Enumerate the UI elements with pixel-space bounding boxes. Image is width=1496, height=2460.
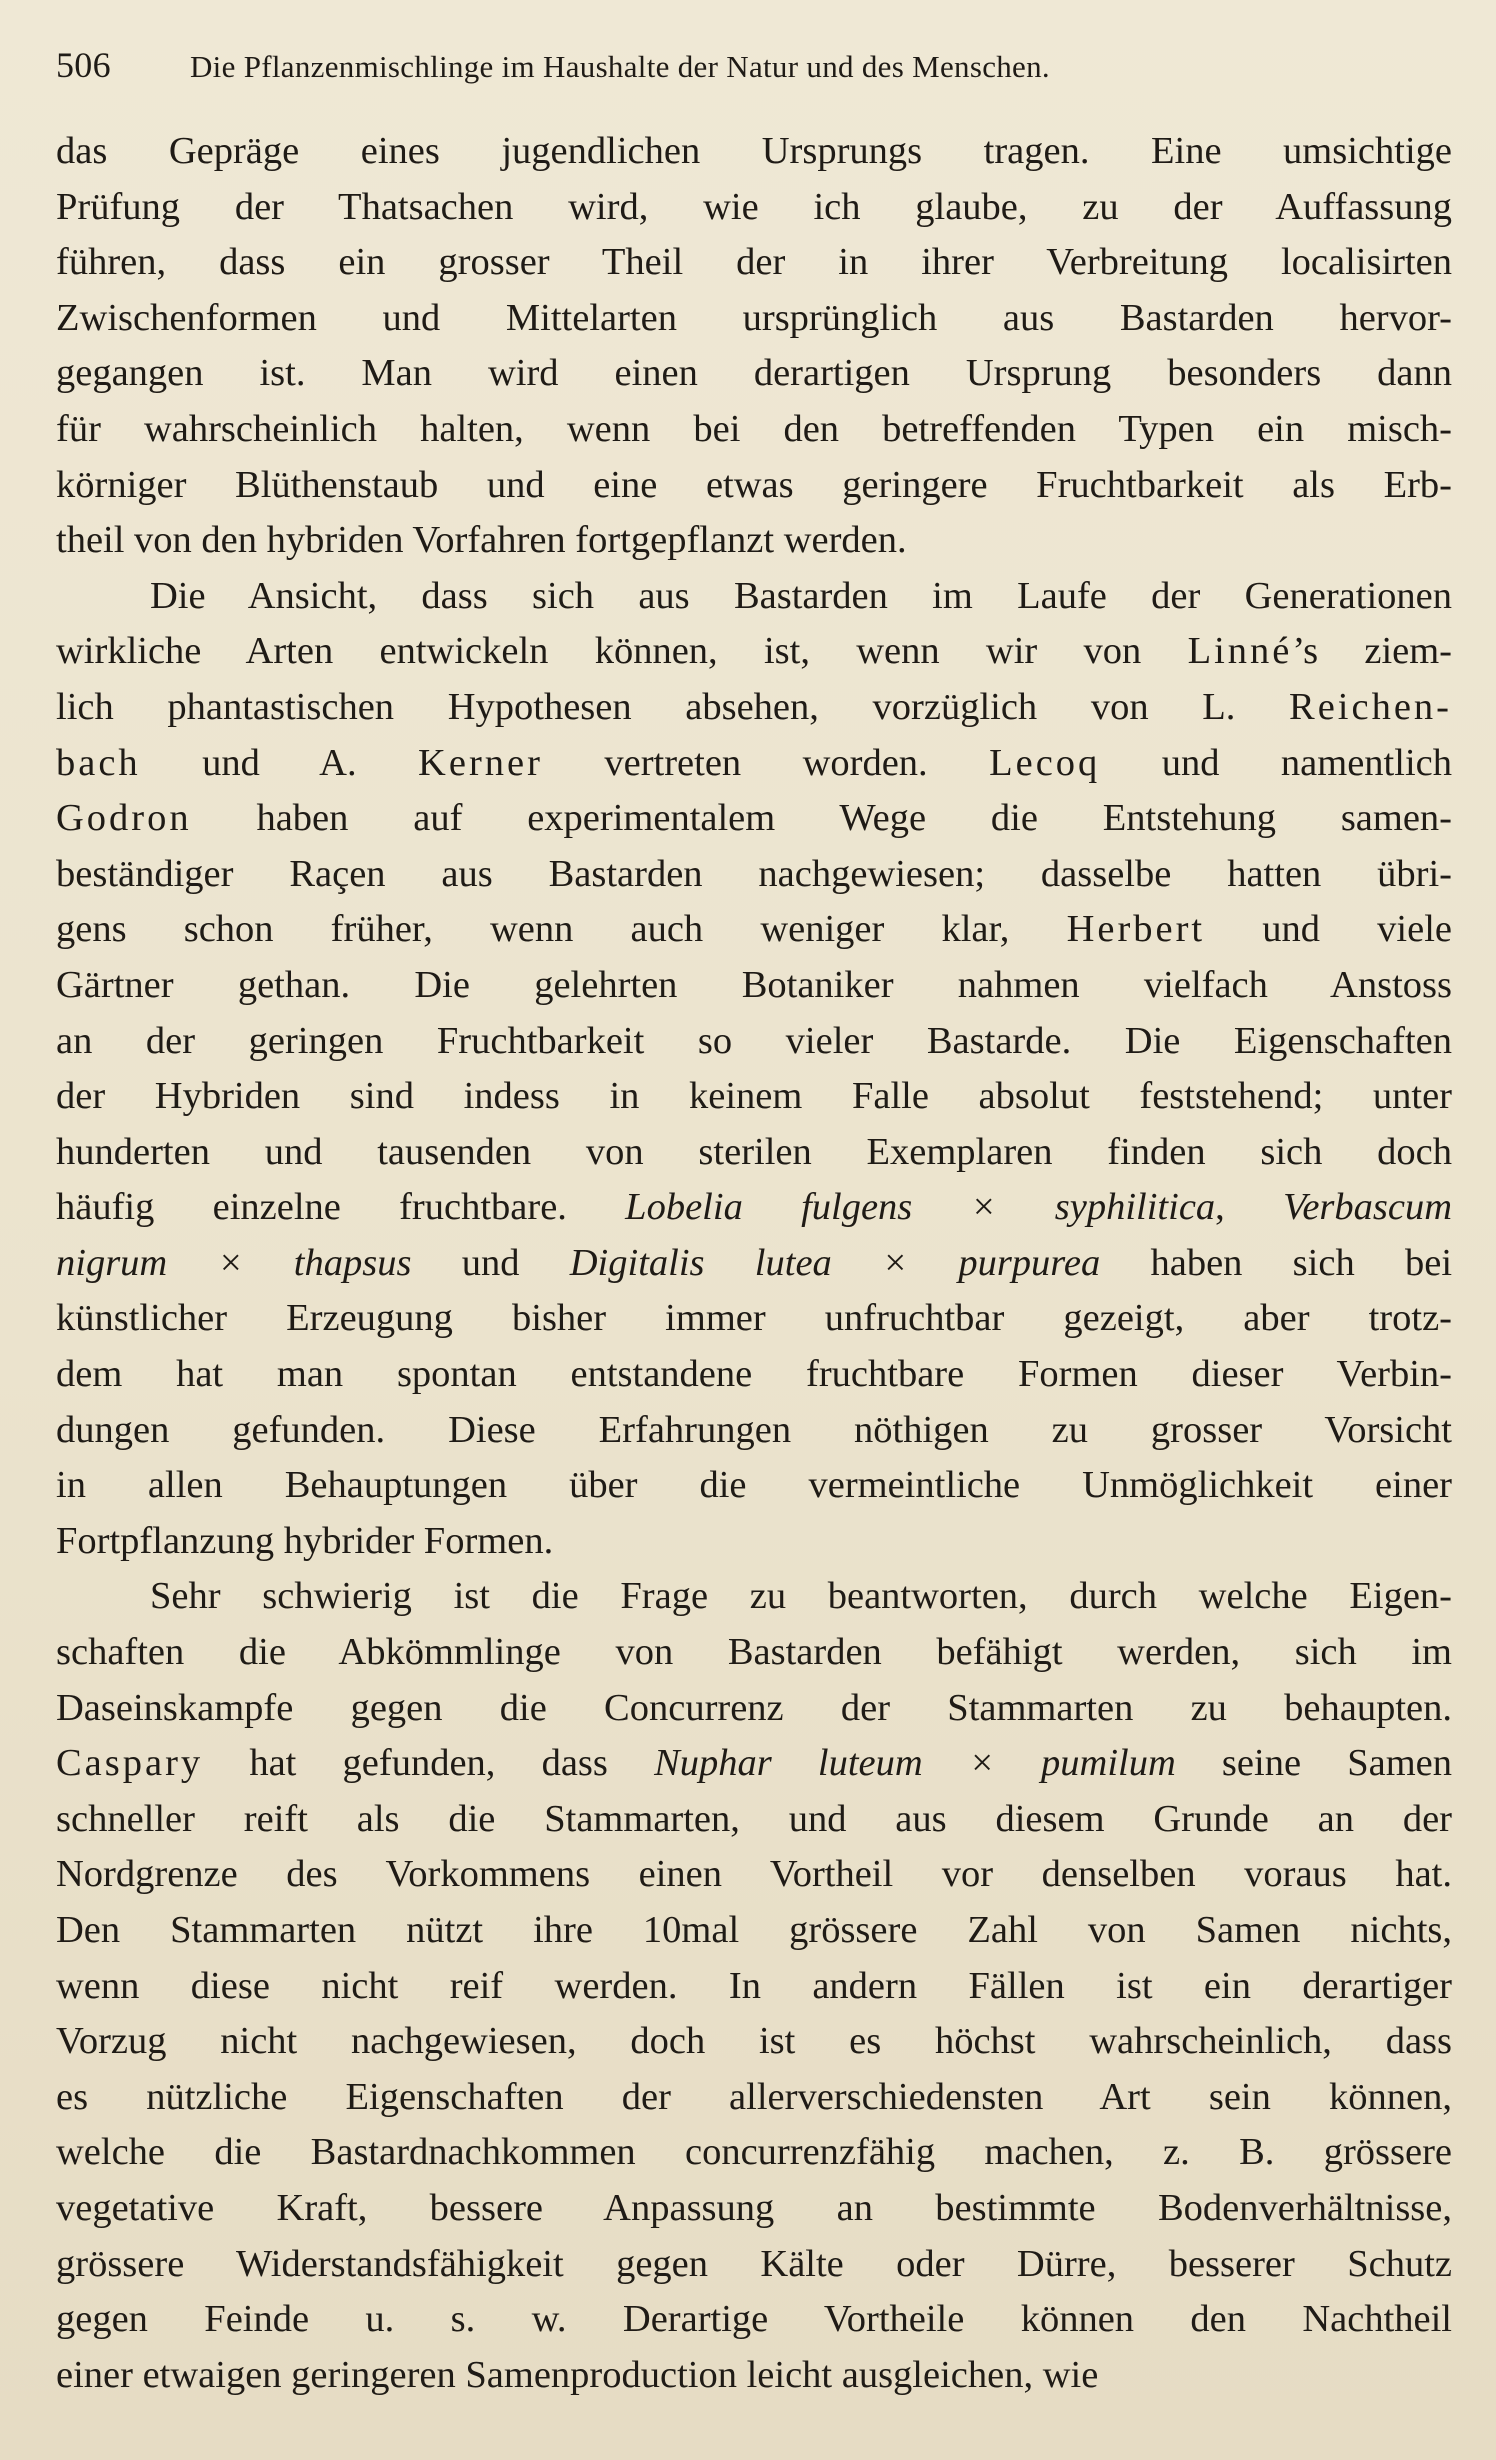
text-line (56, 902, 1452, 958)
text-run: gegangen ist. Man wird einen derartigen Ursprung besonders dann (56, 352, 1452, 395)
text-line (56, 958, 1452, 1014)
text-line (56, 2348, 1452, 2404)
text-line (56, 1291, 1452, 1347)
text-run: Zwischenformen und Mittelarten ursprünglich aus Bastarden hervor- (56, 296, 1452, 339)
text-line (56, 2125, 1452, 2181)
text-line (56, 124, 1452, 180)
text-run: welche die Bastardnachkommen concurrenzfähig machen, z. B. grössere (56, 2131, 1452, 2174)
text-line (56, 1069, 1452, 1125)
text-run: an der geringen Fruchtbarkeit so vieler Bastarde. Die Eigenschaften (56, 1019, 1452, 1062)
text-line (56, 235, 1452, 291)
text-line (56, 2181, 1452, 2237)
text-run: schneller reift als die Stammarten, und aus diesem Grunde an der (56, 1797, 1452, 1840)
spaced-name: bach (56, 741, 141, 784)
text-run: in allen Behauptungen über die vermeintliche Unmöglichkeit einer (56, 1464, 1452, 1507)
text-line (56, 1569, 1452, 1625)
text-line (56, 1736, 1452, 1792)
text-line (56, 402, 1452, 458)
spaced-name: Herbert (1066, 908, 1206, 951)
text-run: und namentlich (1100, 741, 1452, 784)
text-run: Nordgrenze des Vorkommens einen Vortheil vor denselben voraus hat. (56, 1853, 1452, 1896)
text-run: haben sich bei (1100, 1241, 1453, 1284)
text-line (56, 1903, 1452, 1959)
text-line (56, 1180, 1452, 1236)
text-line (56, 346, 1452, 402)
text-run: Vorzug nicht nachgewiesen, doch ist es höchst wahrscheinlich, dass (56, 2020, 1452, 2063)
text-run: ’s ziem- (1292, 630, 1452, 673)
text-line (56, 1125, 1452, 1181)
text-line (56, 2292, 1452, 2348)
spaced-name: Godron (56, 797, 192, 840)
text-line (56, 1236, 1452, 1292)
italic-text: Nuphar luteum × pumilum (654, 1742, 1176, 1785)
paragraph (56, 569, 1452, 1570)
page-number: 506 (56, 45, 111, 85)
text-line (56, 2237, 1452, 2293)
text-run: dem hat man spontan entstandene fruchtbare Formen dieser Verbin- (56, 1353, 1452, 1396)
text-run: vegetative Kraft, bessere Anpassung an bestimmte Bodenverhältnisse, (56, 2186, 1452, 2229)
text-run: schaften die Abkömmlinge von Bastarden befähigt werden, sich im (56, 1631, 1452, 1674)
text-line (56, 1681, 1452, 1737)
spaced-name: Linné (1187, 630, 1293, 673)
text-run: grössere Widerstandsfähigkeit gegen Kälte oder Dürre, besserer Schutz (56, 2242, 1452, 2285)
text-line (56, 458, 1452, 514)
text-run: das Gepräge eines jugendlichen Ursprungs tragen. Eine umsichtige (56, 130, 1452, 172)
text-run: Prüfung der Thatsachen wird, wie ich glaube, zu der Auffassung (56, 185, 1452, 228)
text-run: Fortpflanzung hybrider Formen. (56, 1519, 554, 1562)
running-head (56, 44, 1452, 104)
text-run: hat gefunden, dass (203, 1742, 655, 1785)
text-run: theil von den hybriden Vorfahren fortgepflanzt werden. (56, 519, 907, 562)
text-run: führen, dass ein grosser Theil der in ihrer Verbreitung localisirten (56, 241, 1452, 284)
spaced-name: Reichen- (1289, 685, 1452, 728)
text-run: Daseinskampfe gegen die Concurrenz der Stammarten zu behaupten. (56, 1686, 1452, 1729)
italic-text: Lobelia fulgens × syphilitica (625, 1186, 1216, 1229)
running-title: Die Pflanzenmischlinge im Haushalte der Natur und des Menschen. (190, 49, 1050, 84)
text-line (56, 1792, 1452, 1848)
paragraph (56, 124, 1452, 569)
text-run: lich phantastischen Hypothesen absehen, vorzüglich von L. (56, 685, 1290, 728)
text-run: seine Samen (1175, 1742, 1452, 1785)
text-line (56, 2070, 1452, 2126)
text-line (56, 1625, 1452, 1681)
text-run: künstlicher Erzeugung bisher immer unfruchtbar gezeigt, aber trotz- (56, 1297, 1452, 1340)
text-run: hunderten und tausenden von sterilen Exemplaren finden sich doch (56, 1130, 1452, 1173)
italic-text: Verbascum (1283, 1186, 1453, 1229)
text-line (56, 791, 1452, 847)
text-line (56, 291, 1452, 347)
text-line (56, 736, 1452, 792)
text-run: Gärtner gethan. Die gelehrten Botaniker nahmen vielfach Anstoss (56, 963, 1452, 1006)
text-line (56, 1959, 1452, 2015)
text-run: häufig einzelne fruchtbare. (56, 1186, 626, 1229)
text-line (56, 2014, 1452, 2070)
text-run: wenn diese nicht reif werden. In andern Fällen ist ein derartiger (56, 1964, 1452, 2007)
spaced-name: Lecoq (989, 741, 1101, 784)
spaced-name: Caspary (56, 1742, 204, 1785)
text-run: Die Ansicht, dass sich aus Bastarden im Laufe der Generationen (150, 574, 1452, 617)
text-line (56, 847, 1452, 903)
italic-text: nigrum × thapsus (56, 1241, 412, 1284)
text-line (56, 1514, 1452, 1570)
text-line (56, 1014, 1452, 1070)
text-run: und (411, 1241, 570, 1284)
text-run: , (1215, 1186, 1284, 1229)
text-line (56, 1347, 1452, 1403)
text-run: für wahrscheinlich halten, wenn bei den betreffenden Typen ein misch- (56, 407, 1452, 450)
text-run: Sehr schwierig ist die Frage zu beantworten, durch welche Eigen- (150, 1575, 1452, 1618)
text-line (56, 1403, 1452, 1459)
spaced-name: Kerner (418, 741, 543, 784)
text-run: körniger Blüthenstaub und eine etwas geringere Fruchtbarkeit als Erb- (56, 463, 1452, 506)
body-text (56, 124, 1452, 2403)
text-run: vertreten worden. (542, 741, 990, 784)
text-line (56, 513, 1452, 569)
text-run: der Hybriden sind indess in keinem Falle absolut feststehend; unter (56, 1075, 1452, 1118)
text-line (56, 1458, 1452, 1514)
text-run: beständiger Raçen aus Bastarden nachgewiesen; dasselbe hatten übri- (56, 852, 1452, 895)
text-line (56, 1847, 1452, 1903)
text-run: gens schon früher, wenn auch weniger klar, (56, 908, 1067, 951)
text-run: gegen Feinde u. s. w. Derartige Vortheile können den Nachtheil (56, 2298, 1452, 2341)
text-line (56, 624, 1452, 680)
text-run: und A. (140, 741, 419, 784)
text-line (56, 569, 1452, 625)
italic-text: Digitalis lutea × purpurea (569, 1241, 1101, 1284)
text-run: wirkliche Arten entwickeln können, ist, wenn wir von (56, 630, 1188, 673)
text-run: Den Stammarten nützt ihre 10mal grössere Zahl von Samen nichts, (56, 1909, 1452, 1951)
text-run: dungen gefunden. Diese Erfahrungen nöthigen zu grosser Vorsicht (56, 1408, 1452, 1451)
text-run: haben auf experimentalem Wege die Entstehung samen- (191, 797, 1452, 840)
text-run: einer etwaigen geringeren Samenproduction leicht ausgleichen, wie (56, 2353, 1099, 2396)
text-line (56, 180, 1452, 236)
text-run: und viele (1205, 908, 1453, 951)
text-line (56, 680, 1452, 736)
text-run: es nützliche Eigenschaften der allerverschiedensten Art sein können, (56, 2075, 1452, 2118)
paragraph (56, 1569, 1452, 2403)
